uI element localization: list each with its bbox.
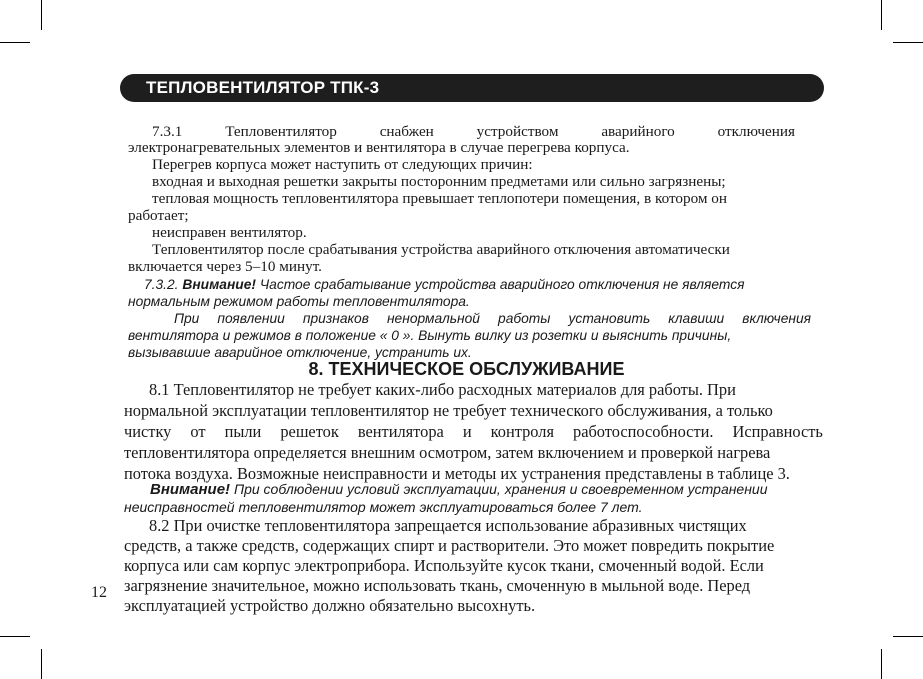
text-line: Тепловентилятор после срабатывания устройства аварийного отключения автоматически — [152, 241, 730, 258]
crop-mark — [0, 42, 30, 43]
text-line: неисправен вентилятор. — [152, 224, 307, 241]
paragraph-8-1-line-3: чистку от пыли решеток вентилятора и контроля работоспособности. Исправность — [124, 422, 823, 441]
paragraph-7-3-2-line-4: вентилятора и режимов в положение « 0 ». Вынуть вилку из розетки и выяснить причины, — [128, 328, 732, 343]
text-line: Перегрев корпуса может наступить от следующих причин: — [152, 156, 533, 173]
warning-line-2: неисправностей тепловентилятор может эксплуатироваться более 7 лет. — [124, 499, 643, 515]
crop-mark — [881, 649, 882, 679]
crop-mark — [893, 42, 923, 43]
paragraph-8-2-line-4: загрязнение значительное, можно использовать ткань, смоченную в мыльной воде. Перед — [124, 576, 751, 595]
paragraph-8-2-line-2: средств, а также средств, содержащих спирт и растворители. Это может повредить покрытие — [124, 536, 775, 555]
warning-line-1: Внимание! При соблюдении условий эксплуатации, хранения и своевременном устранении — [150, 481, 768, 498]
header-bar — [120, 74, 824, 102]
paragraph-8-2-line-3: корпуса или сам корпус электроприбора. Используйте кусок ткани, смоченный водой. Если — [124, 556, 764, 575]
paragraph-7-3-2-line-1: 7.3.2. Внимание! Частое срабатывание устройства аварийного отключения не является — [144, 277, 745, 292]
paragraph-7-3-2-line-5: вызывавшие аварийное отключение, устранить их. — [128, 345, 472, 360]
warning-label: Внимание! — [182, 277, 257, 292]
paragraph-8-1-line-5: потока воздуха. Возможные неисправности и методы их устранения представлены в таблице 3. — [124, 464, 790, 483]
crop-mark — [41, 649, 42, 679]
text-line: включается через 5–10 минут. — [128, 258, 322, 275]
crop-mark — [0, 636, 30, 637]
crop-mark — [881, 0, 882, 30]
warning-label: Внимание! — [150, 481, 231, 498]
paragraph-8-2-line-1: 8.2 При очистке тепловентилятора запрещается использование абразивных чистящих — [149, 516, 747, 535]
paragraph-7-3-1-line-1: 7.3.1 Тепловентилятор снабжен устройством аварийного отключения — [152, 123, 795, 140]
page-number: 12 — [91, 584, 107, 601]
crop-mark — [893, 636, 923, 637]
paragraph-7-3-2-line-2: нормальным режимом работы тепловентилятора. — [128, 294, 470, 309]
paragraph-7-3-1-line-2: электронагревательных элементов и вентилятора в случае перегрева корпуса. — [128, 139, 630, 156]
text-line: входная и выходная решетки закрыты посторонним предметами или сильно загрязнены; — [152, 173, 726, 190]
paragraph-7-3-2-line-3: При появлении признаков ненормальной работы установить клавиши включения — [174, 311, 811, 326]
crop-mark — [41, 0, 42, 30]
paragraph-8-1-line-2: нормальной эксплуатации тепловентилятор не требует технического обслуживания, а только — [124, 401, 773, 420]
text-line: тепловая мощность тепловентилятора превышает теплопотери помещения, в котором он — [152, 190, 728, 207]
header-title: ТЕПЛОВЕНТИЛЯТОР ТПК-3 — [146, 78, 380, 97]
paragraph-8-2-line-5: эксплуатацией устройство должно обязательно высохнуть. — [124, 596, 536, 615]
text-line: работает; — [128, 207, 189, 224]
paragraph-8-1-line-1: 8.1 Тепловентилятор не требует каких-либо расходных материалов для работы. При — [149, 380, 736, 399]
paragraph-8-1-line-4: тепловентилятора определяется внешним осмотром, затем включением и проверкой нагрева — [124, 443, 771, 462]
section-title: 8. ТЕХНИЧЕСКОЕ ОБСЛУЖИВАНИЕ — [308, 359, 625, 379]
